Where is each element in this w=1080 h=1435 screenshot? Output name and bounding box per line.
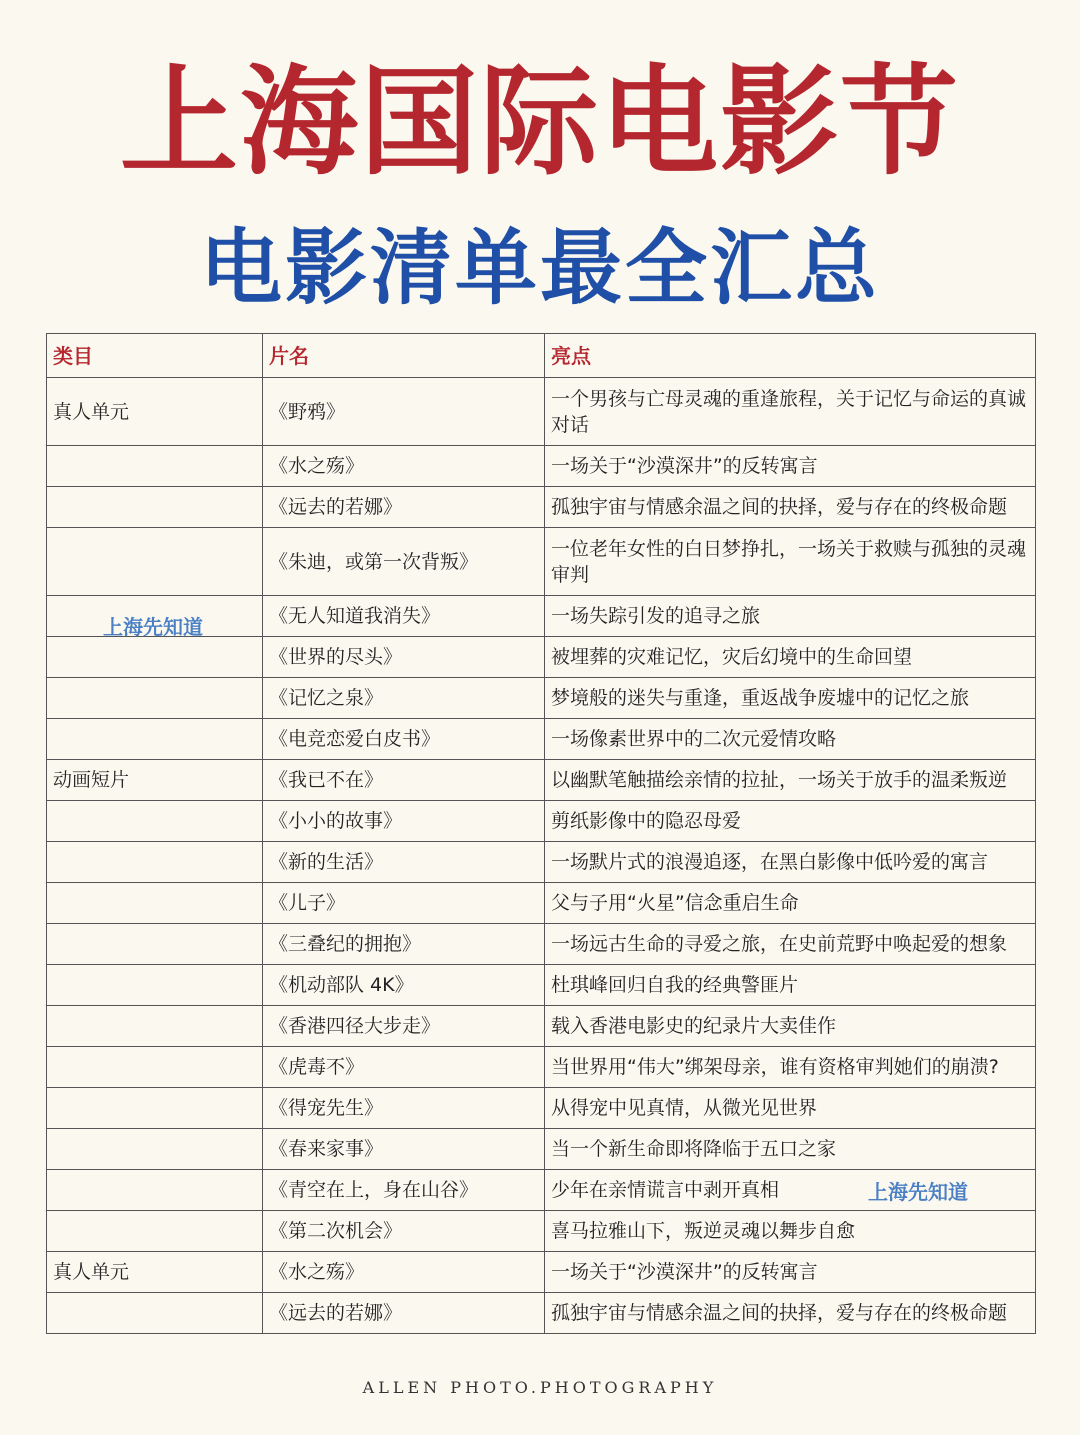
table-row (47, 1252, 1036, 1293)
film-title-cell: 《记忆之泉》 (263, 678, 545, 719)
table-row (47, 446, 1036, 487)
highlight-cell: 一场失踪引发的追寻之旅 (545, 596, 1036, 637)
category-cell (47, 528, 263, 596)
film-title-cell: 《机动部队 4K》 (263, 965, 545, 1006)
film-title-cell: 《水之殇》 (263, 446, 545, 487)
highlight-cell: 一场远古生命的寻爱之旅，在史前荒野中唤起爱的想象 (545, 924, 1036, 965)
highlight-cell: 载入香港电影史的纪录片大卖佳作 (545, 1006, 1036, 1047)
highlight-cell: 一场像素世界中的二次元爱情攻略 (545, 719, 1036, 760)
highlight-cell: 喜马拉雅山下，叛逆灵魂以舞步自愈 (545, 1211, 1036, 1252)
category-cell (47, 446, 263, 487)
film-title-cell: 《青空在上，身在山谷》 (263, 1170, 545, 1211)
highlight-cell: 一位老年女性的白日梦挣扎，一场关于救赎与孤独的灵魂审判 (545, 528, 1036, 596)
table-row (47, 965, 1036, 1006)
category-cell: 真人单元 (47, 1252, 263, 1293)
table-row (47, 1293, 1036, 1334)
highlight-cell: 一场关于“沙漠深井”的反转寓言 (545, 446, 1036, 487)
highlight-cell: 梦境般的迷失与重逢，重返战争废墟中的记忆之旅 (545, 678, 1036, 719)
table-row (47, 1129, 1036, 1170)
column-header-category: 类目 (47, 334, 263, 378)
category-cell: 动画短片 (47, 760, 263, 801)
film-title-cell: 《第二次机会》 (263, 1211, 545, 1252)
highlight-cell: 当世界用“伟大”绑架母亲，谁有资格审判她们的崩溃? (545, 1047, 1036, 1088)
film-title-cell: 《小小的故事》 (263, 801, 545, 842)
highlight-cell: 以幽默笔触描绘亲情的拉扯，一场关于放手的温柔叛逆 (545, 760, 1036, 801)
table-row (47, 678, 1036, 719)
film-title-cell: 《我已不在》 (263, 760, 545, 801)
highlight-cell: 杜琪峰回归自我的经典警匪片 (545, 965, 1036, 1006)
highlight-cell: 父与子用“火星”信念重启生命 (545, 883, 1036, 924)
table-row (47, 801, 1036, 842)
highlight-cell: 一场默片式的浪漫追逐，在黑白影像中低吟爱的寓言 (545, 842, 1036, 883)
table-row (47, 1006, 1036, 1047)
category-cell (47, 637, 263, 678)
table-row (47, 487, 1036, 528)
table-row (47, 924, 1036, 965)
category-cell (47, 842, 263, 883)
category-cell (47, 678, 263, 719)
film-title-cell: 《儿子》 (263, 883, 545, 924)
film-title-cell: 《远去的若娜》 (263, 1293, 545, 1334)
column-header-title: 片名 (263, 334, 545, 378)
category-cell (47, 1006, 263, 1047)
table-header-row (47, 334, 1036, 378)
watermark-text: 上海先知道 (868, 1180, 968, 1204)
film-title-cell: 《香港四径大步走》 (263, 1006, 545, 1047)
watermark-text: 上海先知道 (103, 615, 203, 639)
highlight-cell: 当一个新生命即将降临于五口之家 (545, 1129, 1036, 1170)
film-title-cell: 《世界的尽头》 (263, 637, 545, 678)
table-row (47, 883, 1036, 924)
category-cell: 真人单元 (47, 378, 263, 446)
category-cell (47, 1047, 263, 1088)
table-row (47, 1088, 1036, 1129)
highlight-cell: 一个男孩与亡母灵魂的重逢旅程，关于记忆与命运的真诚对话 (545, 378, 1036, 446)
film-title-cell: 《得宠先生》 (263, 1088, 545, 1129)
table-row (47, 842, 1036, 883)
film-title-cell: 《远去的若娜》 (263, 487, 545, 528)
category-cell (47, 924, 263, 965)
highlight-cell: 孤独宇宙与情感余温之间的抉择，爱与存在的终极命题 (545, 487, 1036, 528)
page-subtitle: 电影清单最全汇总 (199, 220, 880, 316)
table-row (47, 1047, 1036, 1088)
film-title-cell: 《水之殇》 (263, 1252, 545, 1293)
highlight-cell: 孤独宇宙与情感余温之间的抉择，爱与存在的终极命题 (545, 1293, 1036, 1334)
footer-credit: ALLEN PHOTO.PHOTOGRAPHY (362, 1378, 718, 1397)
category-cell (47, 965, 263, 1006)
category-cell (47, 1211, 263, 1252)
film-title-cell: 《春来家事》 (263, 1129, 545, 1170)
category-cell (47, 1129, 263, 1170)
highlight-cell: 一场关于“沙漠深井”的反转寓言 (545, 1252, 1036, 1293)
category-cell (47, 1088, 263, 1129)
film-title-cell: 《野鸦》 (263, 378, 545, 446)
highlight-cell: 从得宠中见真情，从微光见世界 (545, 1088, 1036, 1129)
table-row (47, 528, 1036, 596)
film-title-cell: 《电竞恋爱白皮书》 (263, 719, 545, 760)
column-header-highlight: 亮点 (545, 334, 1036, 378)
highlight-cell: 被埋葬的灾难记忆，灾后幻境中的生命回望 (545, 637, 1036, 678)
category-cell (47, 801, 263, 842)
category-cell (47, 883, 263, 924)
table-row (47, 760, 1036, 801)
category-cell (47, 1170, 263, 1211)
table-row (47, 378, 1036, 446)
category-cell (47, 487, 263, 528)
table-row (47, 637, 1036, 678)
film-title-cell: 《无人知道我消失》 (263, 596, 545, 637)
category-cell (47, 719, 263, 760)
film-title-cell: 《朱迪，或第一次背叛》 (263, 528, 545, 596)
highlight-cell: 少年在亲情谎言中剥开真相 (545, 1170, 1036, 1211)
film-title-cell: 《虎毒不》 (263, 1047, 545, 1088)
film-title-cell: 《新的生活》 (263, 842, 545, 883)
highlight-cell: 剪纸影像中的隐忍母爱 (545, 801, 1036, 842)
table-row (47, 719, 1036, 760)
table-row (47, 1211, 1036, 1252)
page-title: 上海国际电影节 (119, 52, 960, 191)
film-title-cell: 《三叠纪的拥抱》 (263, 924, 545, 965)
category-cell (47, 1293, 263, 1334)
